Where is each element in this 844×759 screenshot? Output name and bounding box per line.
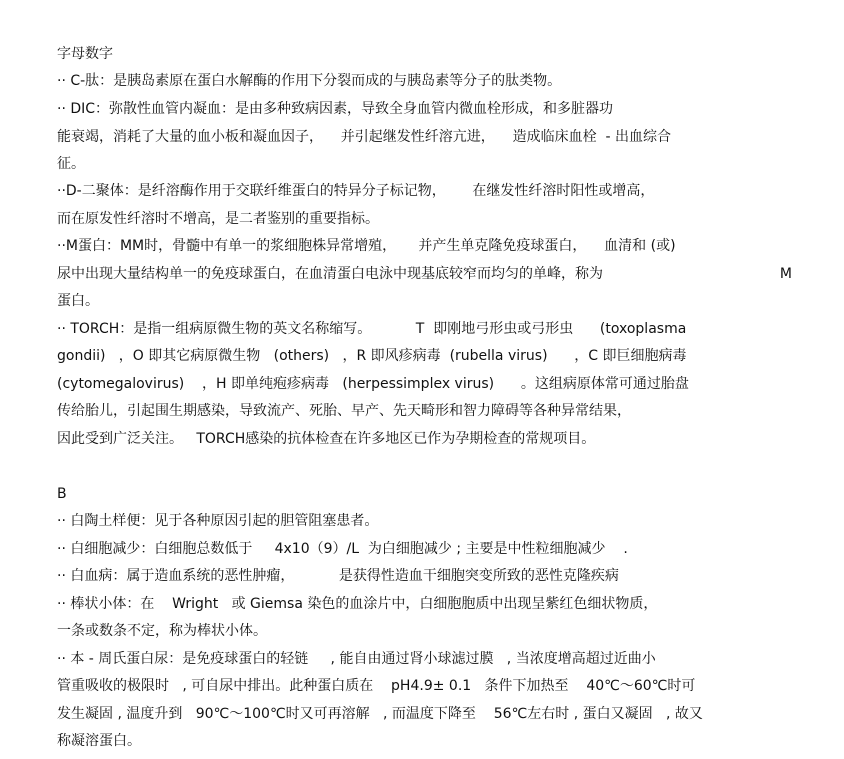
entry-torch-line-4: 传给胎儿，引起围生期感染，导致流产、死胎、早产、先天畸形和智力障碍等各种异常结果， — [57, 403, 631, 419]
entry-m-protein-line-2 — [57, 261, 792, 288]
entry-bence-jones-line-3: 发生凝固 , 温度升到 90℃～100℃时又可再溶解 , 而温度下降至 56℃左右时 , 蛋白又凝固 , 故又 — [57, 706, 703, 722]
entry-bence-jones-line-4: 称凝溶蛋白。 — [57, 733, 141, 749]
entry-m-protein-line-1: ··M蛋白：MM时，骨髓中有单一的浆细胞株异常增殖， 并产生单克隆免疫球蛋白， 血清和 (或) — [57, 238, 676, 254]
entry-dic-line-2: 能衰竭，消耗了大量的血小板和凝血因子， 并引起继发性纤溶亢进， 造成临床血栓 - 出血综合 — [57, 129, 672, 145]
section-heading-alphanumeric: 字母数字 — [57, 46, 113, 62]
entry-m-protein-line-2-text: 尿中出现大量结构单一的免疫球蛋白，在血清蛋白电泳中现基底较窄而均匀的单峰，称为 — [57, 266, 603, 282]
entry-bence-jones-line-2: 管重吸收的极限时 , 可自尿中排出。此种蛋白质在 pH4.9± 0.1 条件下加热至 40℃～60℃时可 — [57, 678, 696, 694]
entry-torch-line-1: ·· TORCH：是指一组病原微生物的英文名称缩写。 T 即刚地弓形虫或弓形虫 (toxoplasma — [57, 321, 687, 337]
entry-auer-rods-line-2: 一条或数条不定，称为棒状小体。 — [57, 623, 267, 639]
entry-d-dimer-line-2: 而在原发性纤溶时不增高，是二者鉴别的重要指标。 — [57, 211, 379, 227]
entry-clay-stool: ·· 白陶土样便：见于各种原因引起的胆管阻塞患者。 — [57, 513, 379, 529]
entry-torch-line-5: 因此受到广泛关注。 TORCH感染的抗体检查在许多地区已作为孕期检查的常规项目。 — [57, 431, 596, 447]
entry-c-peptide: ·· C-肽：是胰岛素原在蛋白水解酶的作用下分裂而成的与胰岛素等分子的肽类物。 — [57, 73, 562, 89]
entry-torch-line-3: (cytomegalovirus) ，H 即单纯疱疹病毒 (herpessimplex virus) 。这组病原体常可通过胎盘 — [57, 376, 689, 392]
entry-m-protein-line-2-trailing: M — [779, 266, 792, 282]
entry-bence-jones-line-1: ·· 本 - 周氏蛋白尿：是免疫球蛋白的轻链 , 能自由通过肾小球滤过膜 , 当浓度增高超过近曲小 — [57, 651, 656, 667]
entry-torch-line-2: gondii) ，O 即其它病原微生物 (others) ，R 即风疹病毒 (rubella virus) ，C 即巨细胞病毒 — [57, 348, 687, 364]
entry-m-protein-line-3: 蛋白。 — [57, 293, 99, 309]
section-heading-b: B — [57, 486, 67, 502]
entry-leukemia: ·· 白血病：属于造血系统的恶性肿瘤， 是获得性造血干细胞突变所致的恶性克隆疾病 — [57, 568, 619, 584]
entry-dic-line-3: 征。 — [57, 156, 85, 172]
entry-d-dimer-line-1: ··D-二聚体：是纤溶酶作用于交联纤维蛋白的特异分子标记物， 在继发性纤溶时阳性或增高， — [57, 183, 655, 199]
entry-leukopenia: ·· 白细胞减少：白细胞总数低于 4x10（9）/L 为白细胞减少 ; 主要是中性粒细胞减少 . — [57, 541, 628, 557]
entry-dic-line-1: ·· DIC：弥散性血管内凝血：是由多种致病因素，导致全身血管内微血栓形成，和多脏器功 — [57, 101, 614, 117]
entry-auer-rods-line-1: ·· 棒状小体：在 Wright 或 Giemsa 染色的血涂片中，白细胞胞质中出现呈紫红色细状物质， — [57, 596, 658, 612]
